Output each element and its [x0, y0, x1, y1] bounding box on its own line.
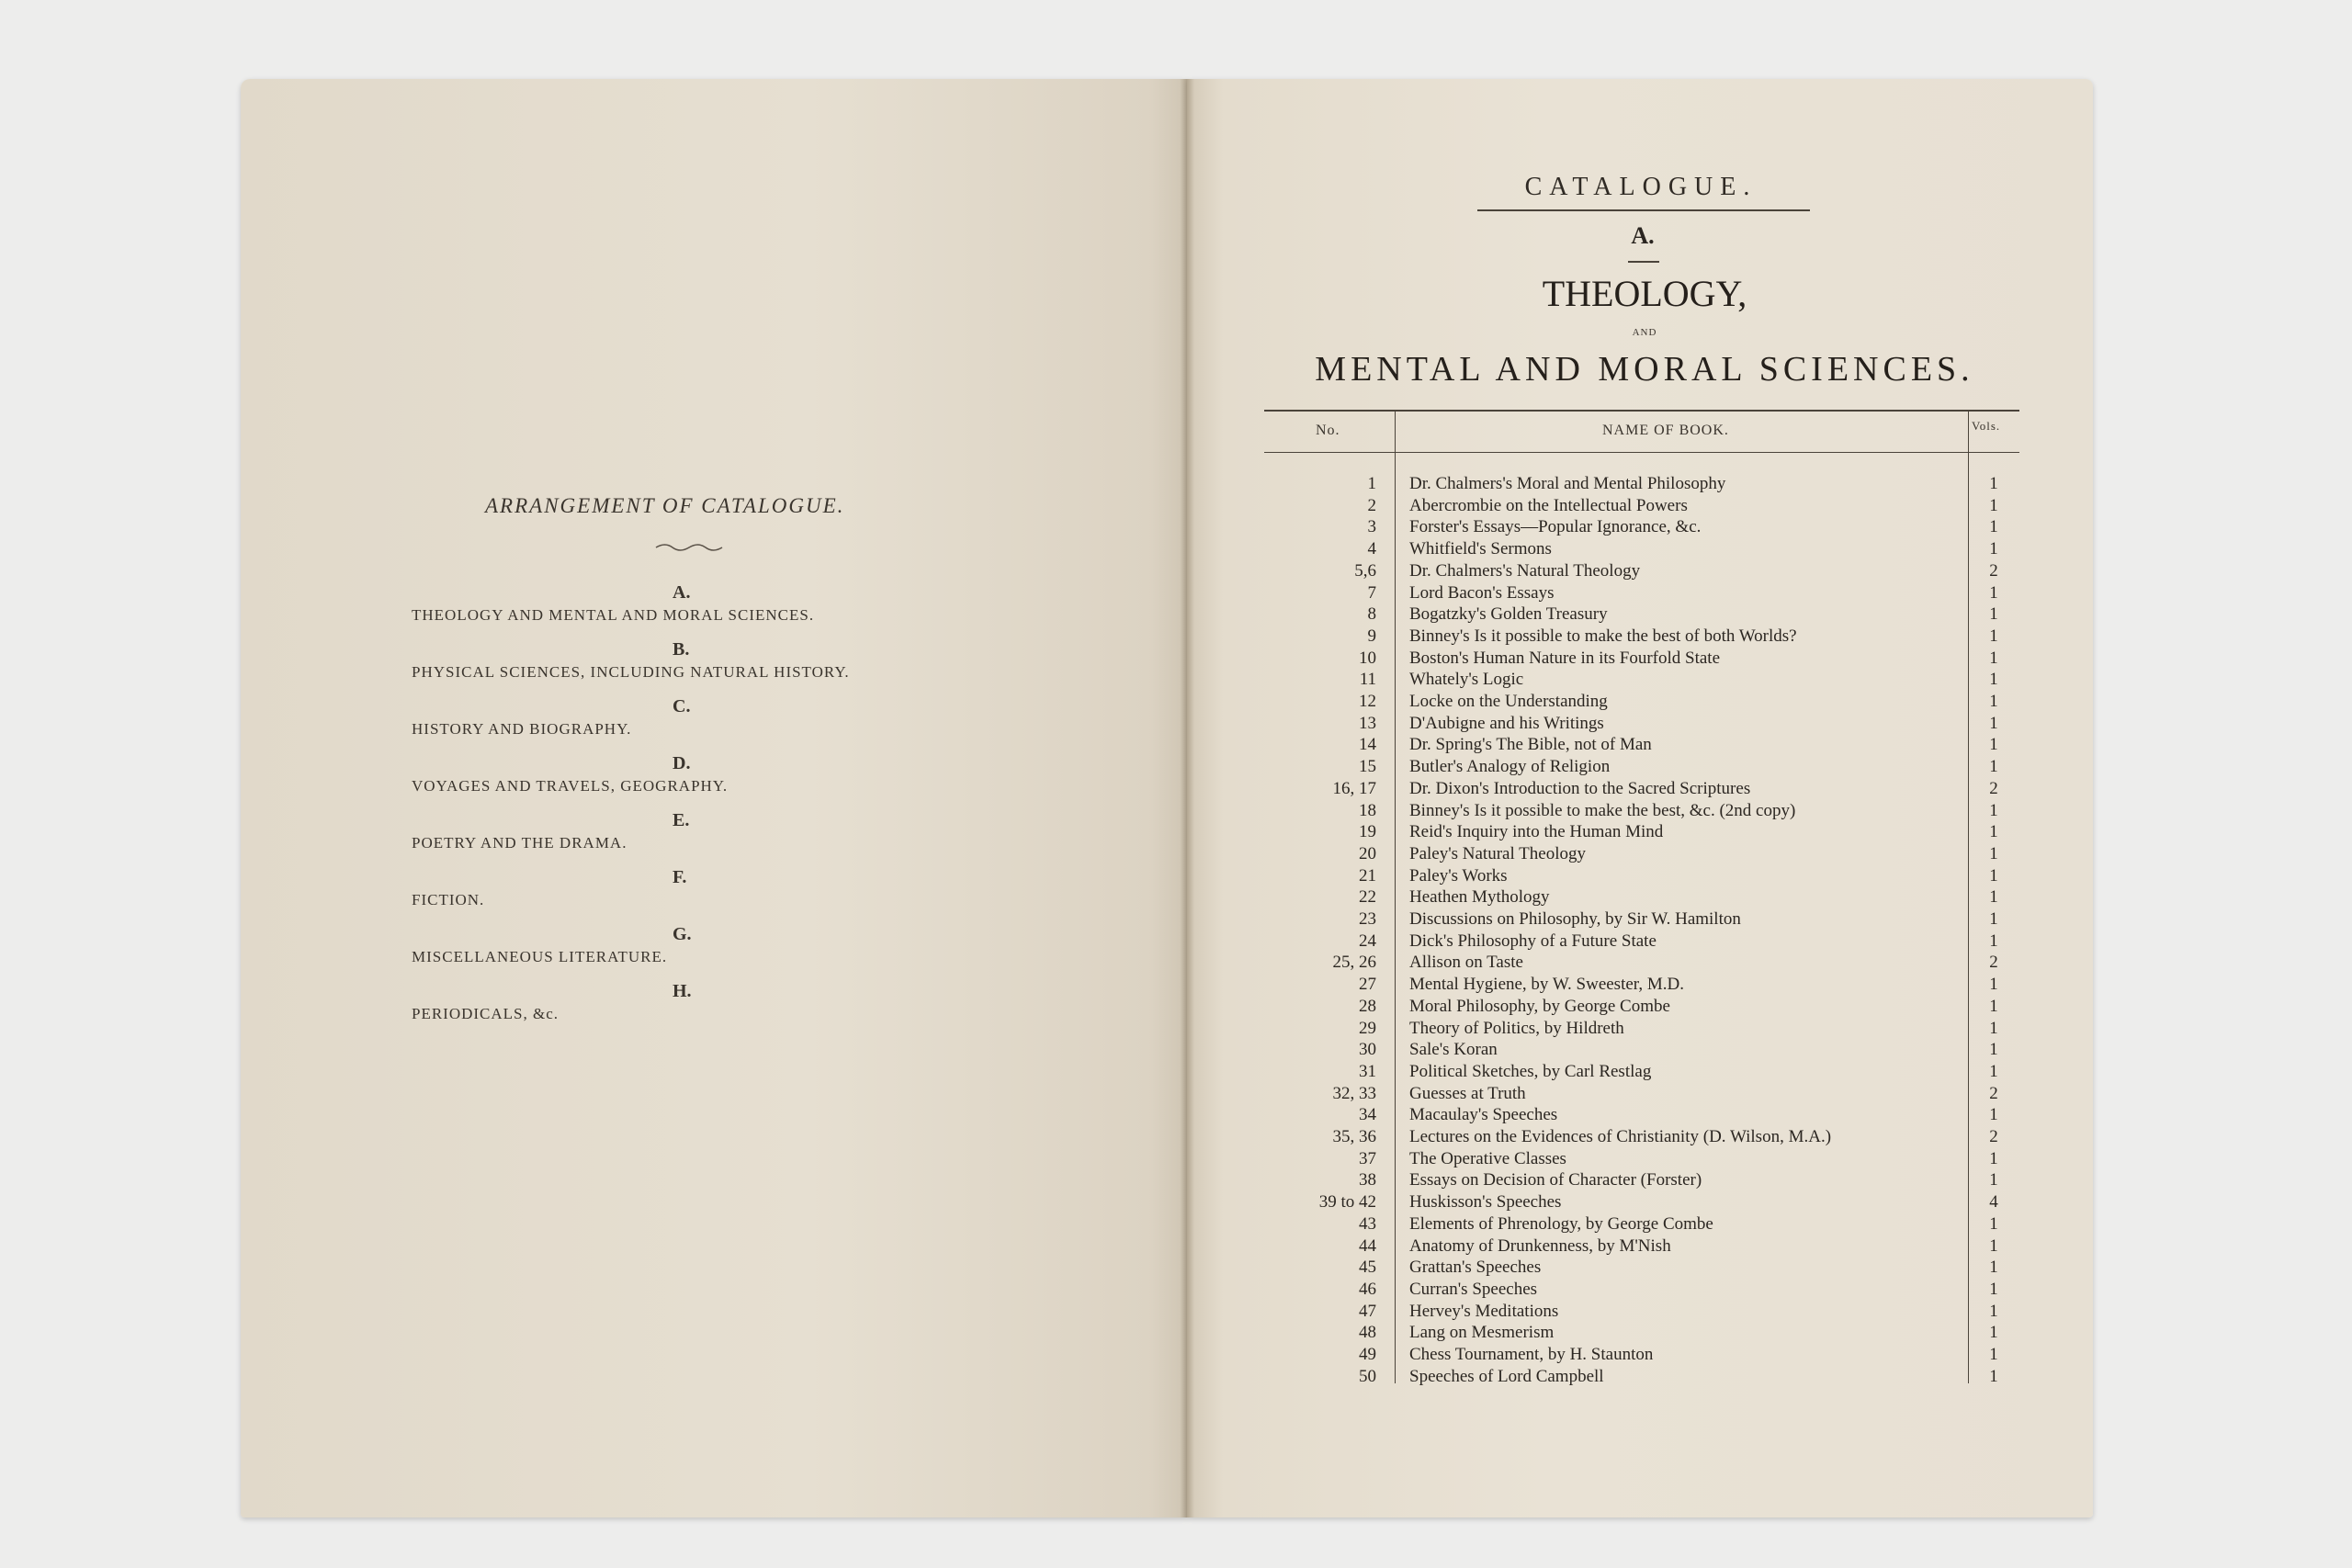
table-row [1268, 517, 2030, 539]
book-volumes: 1 [1989, 495, 1998, 515]
book-name: Curran's Speeches [1409, 1279, 1538, 1299]
book-volumes: 1 [1989, 626, 1998, 646]
book-number: 15 [1359, 757, 1376, 777]
book-volumes: 1 [1989, 996, 1998, 1016]
book-volumes: 1 [1989, 1148, 1998, 1168]
book-number: 38 [1359, 1170, 1376, 1190]
book-name: Paley's Works [1409, 865, 1508, 886]
book-volumes: 2 [1989, 1127, 1998, 1146]
book-volumes: 1 [1989, 692, 1998, 711]
book-volumes: 1 [1989, 865, 1998, 886]
book-name: D'Aubigne and his Writings [1409, 713, 1604, 733]
book-name: Binney's Is it possible to make the best of both Worlds? [1409, 626, 1797, 646]
heading-mental-moral: MENTAL AND MORAL SCIENCES. [1315, 350, 1974, 389]
book-volumes: 1 [1989, 1040, 1998, 1060]
book-volumes: 1 [1989, 539, 1998, 559]
book-volumes: 1 [1989, 822, 1998, 842]
table-row [1268, 953, 2030, 975]
book-name: Butler's Analogy of Religion [1409, 757, 1611, 777]
ornament-swash [654, 540, 724, 553]
book-name: Whitfield's Sermons [1409, 539, 1552, 559]
book-name: Chess Tournament, by H. Staunton [1409, 1345, 1654, 1364]
section-title: THEOLOGY AND MENTAL AND MORAL SCIENCES. [412, 606, 815, 624]
book-volumes: 1 [1989, 757, 1998, 777]
book-name: Forster's Essays—Popular Ignorance, &c. [1409, 517, 1702, 537]
book-volumes: 1 [1989, 735, 1998, 755]
title-rule [1477, 209, 1810, 211]
book-name: Dr. Chalmers's Natural Theology [1409, 560, 1641, 581]
book-volumes: 1 [1989, 909, 1998, 929]
book-volumes: 1 [1989, 582, 1998, 603]
table-row [1268, 604, 2030, 626]
heading-and: AND [1632, 327, 1657, 338]
table-header-rule [1264, 452, 2019, 453]
book-number: 7 [1367, 582, 1376, 603]
section-letter-g: G. [673, 924, 692, 944]
book-volumes: 1 [1989, 1018, 1998, 1038]
section-title: PHYSICAL SCIENCES, INCLUDING NATURAL HISTORY. [412, 663, 850, 681]
book-number: 21 [1359, 865, 1376, 886]
section-title: MISCELLANEOUS LITERATURE. [412, 948, 668, 965]
table-row [1268, 931, 2030, 953]
book-name: Lang on Mesmerism [1409, 1323, 1555, 1343]
arrangement-heading: ARRANGEMENT OF CATALOGUE. [485, 494, 845, 517]
book-name: Heathen Mythology [1409, 887, 1550, 908]
book-volumes: 1 [1989, 1301, 1998, 1321]
book-name: Bogatzky's Golden Treasury [1409, 604, 1608, 625]
book-volumes: 1 [1989, 1323, 1998, 1343]
section-letter-e: E. [673, 810, 690, 830]
book-number: 16, 17 [1332, 778, 1376, 798]
book-name: Dr. Dixon's Introduction to the Sacred Scriptures [1409, 778, 1751, 798]
book-name: Whately's Logic [1409, 670, 1524, 690]
book-volumes: 1 [1989, 931, 1998, 951]
book-name: Grattan's Speeches [1409, 1258, 1542, 1278]
book-number: 37 [1359, 1148, 1376, 1168]
book-volumes: 1 [1989, 887, 1998, 908]
heading-theology: THEOLOGY, [1542, 273, 1747, 314]
table-row [1268, 496, 2030, 518]
table-row [1268, 1367, 2030, 1389]
table-row [1268, 844, 2030, 866]
section-letter-c: C. [673, 696, 691, 716]
book-number: 8 [1367, 604, 1376, 625]
table-row [1268, 1302, 2030, 1324]
book-number: 22 [1359, 887, 1376, 908]
book-name: Mental Hygiene, by W. Sweester, M.D. [1409, 975, 1684, 995]
book-number: 13 [1359, 713, 1376, 733]
book-number: 30 [1359, 1040, 1376, 1060]
table-row [1268, 997, 2030, 1019]
book-number: 1 [1367, 474, 1376, 493]
table-row [1268, 1345, 2030, 1367]
table-row [1268, 1214, 2030, 1236]
book-number: 27 [1359, 975, 1376, 995]
book-number: 45 [1359, 1258, 1376, 1278]
book-volumes: 1 [1989, 648, 1998, 668]
book-name: Dick's Philosophy of a Future State [1409, 931, 1657, 951]
book-number: 48 [1359, 1323, 1376, 1343]
table-row [1268, 887, 2030, 909]
table-row [1268, 801, 2030, 823]
section-title: POETRY AND THE DRAMA. [412, 834, 628, 852]
table-row [1268, 649, 2030, 671]
table-row [1268, 1323, 2030, 1345]
section-title: HISTORY AND BIOGRAPHY. [412, 720, 632, 738]
book-name: Political Sketches, by Carl Restlag [1409, 1061, 1652, 1081]
book-name: Boston's Human Nature in its Fourfold State [1409, 648, 1721, 668]
book-number: 9 [1367, 626, 1376, 646]
section-title: PERIODICALS, &c. [412, 1005, 560, 1022]
book-name: Guesses at Truth [1409, 1083, 1526, 1103]
book-volumes: 1 [1989, 670, 1998, 690]
book-number: 25, 26 [1332, 953, 1376, 973]
table-row [1268, 474, 2030, 496]
book-name: Moral Philosophy, by George Combe [1409, 996, 1670, 1016]
column-header-vols: Vols. [1972, 419, 2001, 433]
section-letter-rule [1628, 261, 1659, 263]
table-row [1268, 1105, 2030, 1127]
book-number: 34 [1359, 1105, 1376, 1125]
table-row [1268, 1127, 2030, 1149]
table-row [1268, 1280, 2030, 1302]
table-row [1268, 909, 2030, 931]
book-volumes: 2 [1989, 953, 1998, 973]
book-name: Allison on Taste [1409, 953, 1523, 973]
book-number: 29 [1359, 1018, 1376, 1038]
table-row [1268, 975, 2030, 997]
book-number: 39 to 42 [1318, 1192, 1376, 1213]
book-number: 32, 33 [1332, 1083, 1376, 1103]
table-row [1268, 1084, 2030, 1106]
table-row [1268, 779, 2030, 801]
book-number: 35, 36 [1332, 1127, 1376, 1146]
book-number: 23 [1359, 909, 1376, 929]
book-number: 20 [1359, 843, 1376, 863]
book-number: 5,6 [1354, 560, 1376, 581]
table-row [1268, 714, 2030, 736]
book-volumes: 4 [1989, 1192, 1998, 1213]
section-letter: A. [1631, 222, 1655, 249]
table-row [1268, 561, 2030, 583]
book-volumes: 1 [1989, 1170, 1998, 1190]
book-name: Elements of Phrenology, by George Combe [1409, 1213, 1713, 1234]
book-number: 44 [1359, 1235, 1376, 1256]
book-volumes: 1 [1989, 800, 1998, 820]
book-name: Lectures on the Evidences of Christianity (D. Wilson, M.A.) [1409, 1127, 1832, 1146]
book-number: 43 [1359, 1213, 1376, 1234]
book-name: Sale's Koran [1409, 1040, 1498, 1060]
table-row [1268, 822, 2030, 844]
section-letter-d: D. [673, 753, 691, 773]
book-volumes: 1 [1989, 1345, 1998, 1364]
table-row [1268, 539, 2030, 561]
section-letter-h: H. [673, 981, 692, 1001]
section-letter-f: F. [673, 867, 687, 887]
book-volumes: 1 [1989, 1366, 1998, 1386]
section-letter-b: B. [673, 639, 690, 660]
book-number: 49 [1359, 1345, 1376, 1364]
column-header-no: No. [1316, 423, 1340, 438]
table-top-rule [1264, 410, 2019, 412]
book-name: The Operative Classes [1409, 1148, 1566, 1168]
book-number: 11 [1359, 670, 1376, 690]
table-row [1268, 1019, 2030, 1041]
book-volumes: 1 [1989, 604, 1998, 625]
section-title: VOYAGES AND TRAVELS, GEOGRAPHY. [412, 777, 729, 795]
book-number: 12 [1359, 692, 1376, 711]
book-number: 4 [1367, 539, 1376, 559]
book-name: Dr. Chalmers's Moral and Mental Philosophy [1409, 474, 1726, 493]
book-volumes: 1 [1989, 843, 1998, 863]
book-number: 14 [1359, 735, 1376, 755]
book-name: Paley's Natural Theology [1409, 843, 1586, 863]
book-number: 46 [1359, 1279, 1376, 1299]
book-name: Locke on the Understanding [1409, 692, 1608, 711]
book-volumes: 2 [1989, 560, 1998, 581]
table-row [1268, 670, 2030, 692]
table-row [1268, 692, 2030, 714]
book-number: 10 [1359, 648, 1376, 668]
book-number: 28 [1359, 996, 1376, 1016]
book-name: Reid's Inquiry into the Human Mind [1409, 822, 1664, 842]
section-title: FICTION. [412, 891, 485, 908]
book-name: Discussions on Philosophy, by Sir W. Hamilton [1409, 909, 1741, 929]
book-volumes: 1 [1989, 1213, 1998, 1234]
book-name: Theory of Politics, by Hildreth [1409, 1018, 1624, 1038]
table-row [1268, 757, 2030, 779]
book-name: Binney's Is it possible to make the best, &c. (2nd copy) [1409, 800, 1796, 820]
book-volumes: 1 [1989, 517, 1998, 537]
book-volumes: 2 [1989, 1083, 1998, 1103]
book-name: Abercrombie on the Intellectual Powers [1409, 495, 1688, 515]
book-number: 3 [1367, 517, 1376, 537]
table-row [1268, 1062, 2030, 1084]
book-volumes: 2 [1989, 778, 1998, 798]
book-volumes: 1 [1989, 1061, 1998, 1081]
book-number: 24 [1359, 931, 1376, 951]
book-volumes: 1 [1989, 1279, 1998, 1299]
book-name: Essays on Decision of Character (Forster) [1409, 1170, 1702, 1190]
book-name: Lord Bacon's Essays [1409, 582, 1555, 603]
book-name: Hervey's Meditations [1409, 1301, 1559, 1321]
book-volumes: 1 [1989, 474, 1998, 493]
catalogue-title: CATALOGUE. [1524, 173, 1758, 201]
book-volumes: 1 [1989, 1235, 1998, 1256]
left-page [241, 79, 1187, 1517]
table-row [1268, 1170, 2030, 1192]
table-row [1268, 1149, 2030, 1171]
book-volumes: 1 [1989, 975, 1998, 995]
table-row [1268, 1236, 2030, 1258]
table-row [1268, 583, 2030, 605]
book-gutter [1180, 79, 1194, 1517]
book-number: 31 [1359, 1061, 1376, 1081]
book-volumes: 1 [1989, 1258, 1998, 1278]
book-name: Macaulay's Speeches [1409, 1105, 1558, 1125]
book-name: Speeches of Lord Campbell [1409, 1366, 1604, 1386]
book-volumes: 1 [1989, 1105, 1998, 1125]
table-row [1268, 866, 2030, 888]
book-number: 19 [1359, 822, 1376, 842]
book-name: Anatomy of Drunkenness, by M'Nish [1409, 1235, 1671, 1256]
table-row [1268, 1040, 2030, 1062]
column-header-name: NAME OF BOOK. [1602, 423, 1729, 438]
book-number: 47 [1359, 1301, 1376, 1321]
table-row [1268, 1192, 2030, 1214]
table-row [1268, 735, 2030, 757]
book-number: 50 [1359, 1366, 1376, 1386]
book-name: Huskisson's Speeches [1409, 1192, 1562, 1213]
book-name: Dr. Spring's The Bible, not of Man [1409, 735, 1652, 755]
table-row [1268, 1258, 2030, 1280]
section-letter-a: A. [673, 582, 691, 603]
book-number: 2 [1367, 495, 1376, 515]
table-row [1268, 626, 2030, 649]
book-volumes: 1 [1989, 713, 1998, 733]
book-number: 18 [1359, 800, 1376, 820]
